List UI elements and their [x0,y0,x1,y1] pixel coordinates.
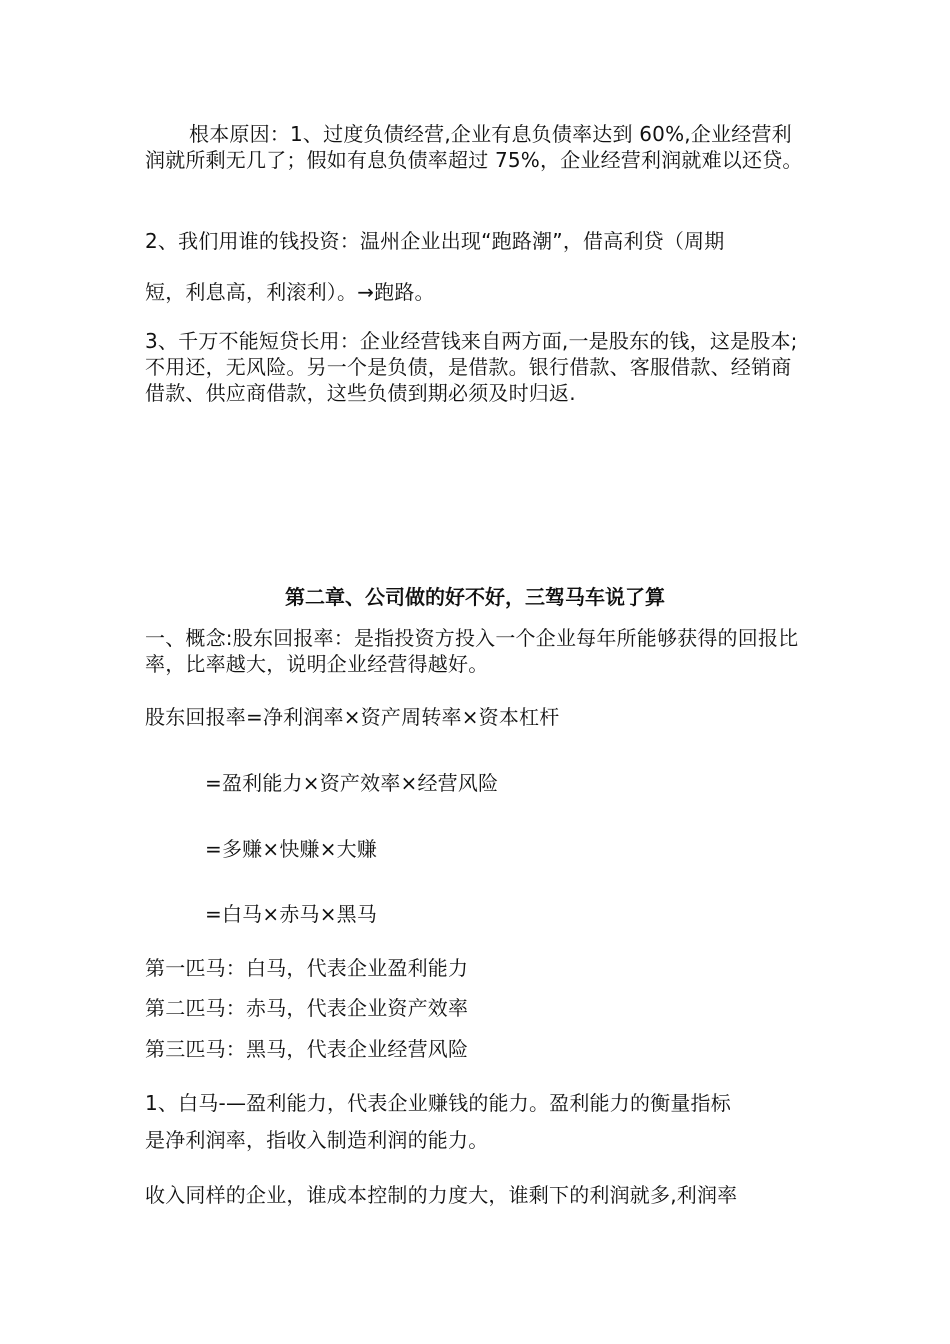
chapter-title: 第二章、公司做的好不好，三驾马车说了算 [285,585,665,609]
white-horse-line-2: 是净利润率，指收入制造利润的能力。 [145,1128,489,1152]
horse-2-line: 第二匹马：赤马，代表企业资产效率 [145,996,469,1020]
paragraph-root-cause: 根本原因：1、过度负债经营,企业有息负债率达到 60%,企业经营利润就所剩无几了；假如有息负债率超过 75%，企业经营利润就难以还贷。 [145,122,803,172]
paragraph-2-line-2: 短，利息高，利滚利）。→跑路。 [145,280,435,304]
white-horse-line-1: 1、白马-—盈利能力，代表企业赚钱的能力。盈利能力的衡量指标 [145,1091,731,1115]
formula-equation-1: =盈利能力×资产效率×经营风险 [205,771,499,795]
cost-control-line: 收入同样的企业，谁成本控制的力度大，谁剩下的利润就多,利润率 [145,1183,738,1207]
paragraph-3: 3、千万不能短贷长用：企业经营钱来自两方面,一是股东的钱，这是股本;不用还，无风险。另一个是负债，是借款。银行借款、客服借款、经销商借款、供应商借款，这些负债到期必须及时归返. [145,329,798,405]
paragraph-2-line-1: 2、我们用谁的钱投资：温州企业出现“跑路潮”，借高利贷（周期 [145,229,725,253]
formula-equation-2: =多赚×快赚×大赚 [205,837,378,861]
horse-1-line: 第一匹马：白马，代表企业盈利能力 [145,956,469,980]
formula-equation-3: =白马×赤马×黑马 [205,902,378,926]
formula-main: 股东回报率=净利润率×资产周转率×资本杠杆 [145,705,560,729]
horse-3-line: 第三匹马：黑马，代表企业经营风险 [145,1037,469,1061]
concept-paragraph: 一、概念:股东回报率：是指投资方投入一个企业每年所能够获得的回报比率，比率越大，说明企业经营得越好。 [145,626,799,676]
